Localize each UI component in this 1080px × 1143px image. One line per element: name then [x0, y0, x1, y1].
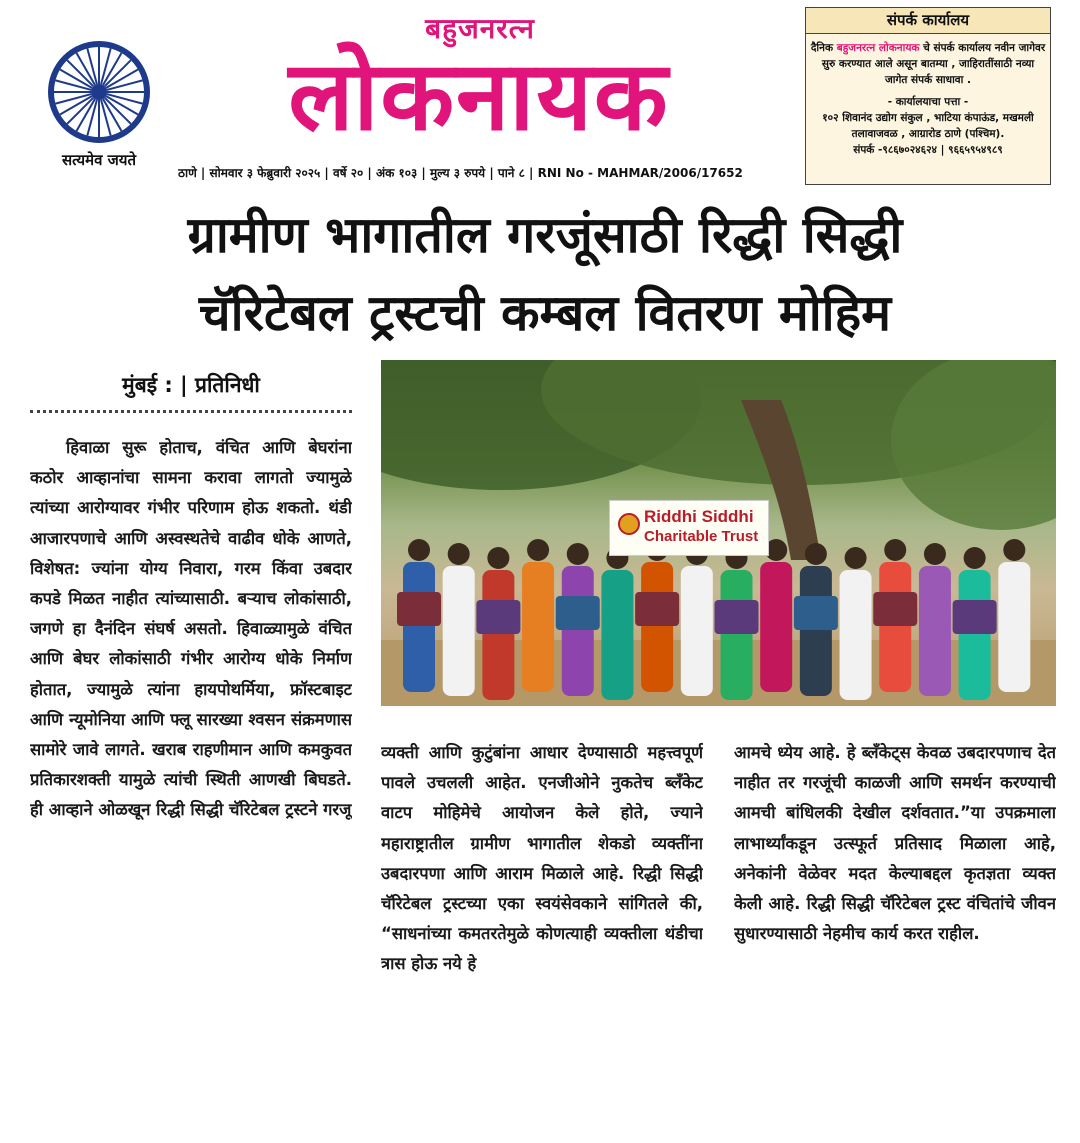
- headline-line-2: चॅरिटेबल ट्रस्टची कम्बल वितरण मोहिम: [198, 284, 892, 342]
- column-2-text: व्यक्ती आणि कुटुंबांना आधार देण्यासाठी महत्त्वपूर्ण पावले उचलली आहेत. एनजीओने नुकतेच ब्लँकेट वाटप मोहिमेचे आयोजन केले होते, ज्याने महाराष्ट्रातील ग्रामीण भागातील शेकडो व्यक्तींना उबदारपणा आणि आराम मिळाले आहे. रिद्धी सिद्धी चॅरिटेबल ट्रस्टच्या एका स्वयंसेवकाने सांगितले की, “साधनांच्या कमतरतेमुळे कोणत्याही व्यक्तीला थंडीचा त्रास होऊ नये हे: [381, 743, 703, 974]
- newspaper-title: लोकनायक: [288, 40, 670, 152]
- contact-title: संपर्क कार्यालय: [806, 8, 1050, 34]
- brand-subtitle: बहुजनरत्न: [425, 12, 535, 45]
- contact-text-suffix: चे संपर्क कार्यालय नवीन जागेवर सुरु करण्यात आले असून बातम्या , जाहिरातींसाठी नव्या जागेत संपर्क साधावा .: [821, 42, 1046, 86]
- banner-line-2: Charitable Trust: [644, 528, 759, 545]
- article-photo: [381, 360, 1056, 706]
- issue-info-line: ठाणे | सोमवार ३ फेब्रुवारी २०२५ | वर्षे २० | अंक १०३ | मुल्य ३ रुपये | पाने ८ | RNI No - MAHMAR/2006/17652: [178, 166, 743, 180]
- ashoka-chakra-icon: [47, 40, 151, 144]
- emblem-motto: सत्यमेव जयते: [61, 151, 137, 169]
- ashoka-chakra-emblem: [40, 40, 158, 170]
- headline-line-1: ग्रामीण भागातील गरजूंसाठी रिद्धी सिद्धी: [187, 206, 903, 264]
- contact-notice: [806, 34, 1050, 88]
- contact-brand: बहुजनरत्न लोकनायक: [836, 42, 920, 54]
- byline: मुंबई : | प्रतिनिधी: [122, 373, 260, 397]
- article-column-3: [734, 738, 1056, 1103]
- contact-office-box: [805, 7, 1051, 185]
- column-1-text: हिवाळा सुरू होताच, वंचित आणि बेघरांना कठोर आव्हानांचा सामना करावा लागतो ज्यामुळे त्यांच्या आरोग्यावर गंभीर परिणाम होऊ शकतो. थंडी आजारपणाचे आणि अस्वस्थतेचे वाढीव धोके आणते, विशेषत: ज्यांना योग्य निवारा, गरम किंवा उबदार कपडे मिळत नाहीत त्यांच्यासाठी. बऱ्याच लोकांसाठी, जगणे हा दैनंदिन संघर्ष असतो. हिवाळ्यामुळे वंचित आणि बेघर लोकांसाठी गंभीर आरोग्य धोके निर्माण होतात, ज्यामुळे त्यांना हायपोथर्मिया, फ्रॉस्टबाइट आणि न्यूमोनिया आणि फ्लू सारख्या श्वसन संक्रमणास सामोरे जावे लागते. खराब राहणीमान आणि कमकुवत प्रतिकारशक्ती यामुळे त्यांची स्थिती आणखी बिघडते. ही आव्हाने ओळखून रिद्धी सिद्धी चॅरिटेबल ट्रस्टने गरजू: [30, 438, 352, 820]
- contact-phone: संपर्क -९८६७०२४६२४ | ९६६५९५४९८९: [853, 144, 1003, 156]
- article-column-1: [30, 433, 352, 1103]
- contact-address-title: - कार्यालयाचा पत्ता -: [887, 96, 969, 108]
- column-3-text: आमचे ध्येय आहे. हे ब्लँकेट्स केवळ उबदारपणाच देत नाहीत तर गरजूंची काळजी आणि समर्थन करण्याची आमची बांधिलकी देखील दर्शवतात.”या उपक्रमाला लाभार्थ्यांकडून उत्स्फूर्त प्रतिसाद मिळाला आहे, अनेकांनी वेळेवर मदत केल्याबद्दल कृतज्ञता व्यक्त केली आहे. रिद्धी सिद्धी चॅरिटेबल ट्रस्ट वंचितांचे जीवन सुधारण्यासाठी नेहमीच कार्य करत राहील.: [734, 743, 1056, 944]
- article-column-2: [381, 738, 703, 1103]
- trust-banner: [609, 500, 769, 556]
- contact-address: १०२ शिवानंद उद्योग संकुल , भाटिया कंपाऊंड, मखमली तलावाजवळ , आग्रारोड ठाणे (पश्चिम).: [822, 112, 1034, 140]
- byline-divider: [30, 410, 352, 413]
- article-headline: [30, 196, 1060, 352]
- contact-text-prefix: दैनिक: [810, 42, 834, 54]
- trust-logo-icon: [618, 513, 640, 535]
- banner-line-1: Riddhi Siddhi: [644, 507, 754, 526]
